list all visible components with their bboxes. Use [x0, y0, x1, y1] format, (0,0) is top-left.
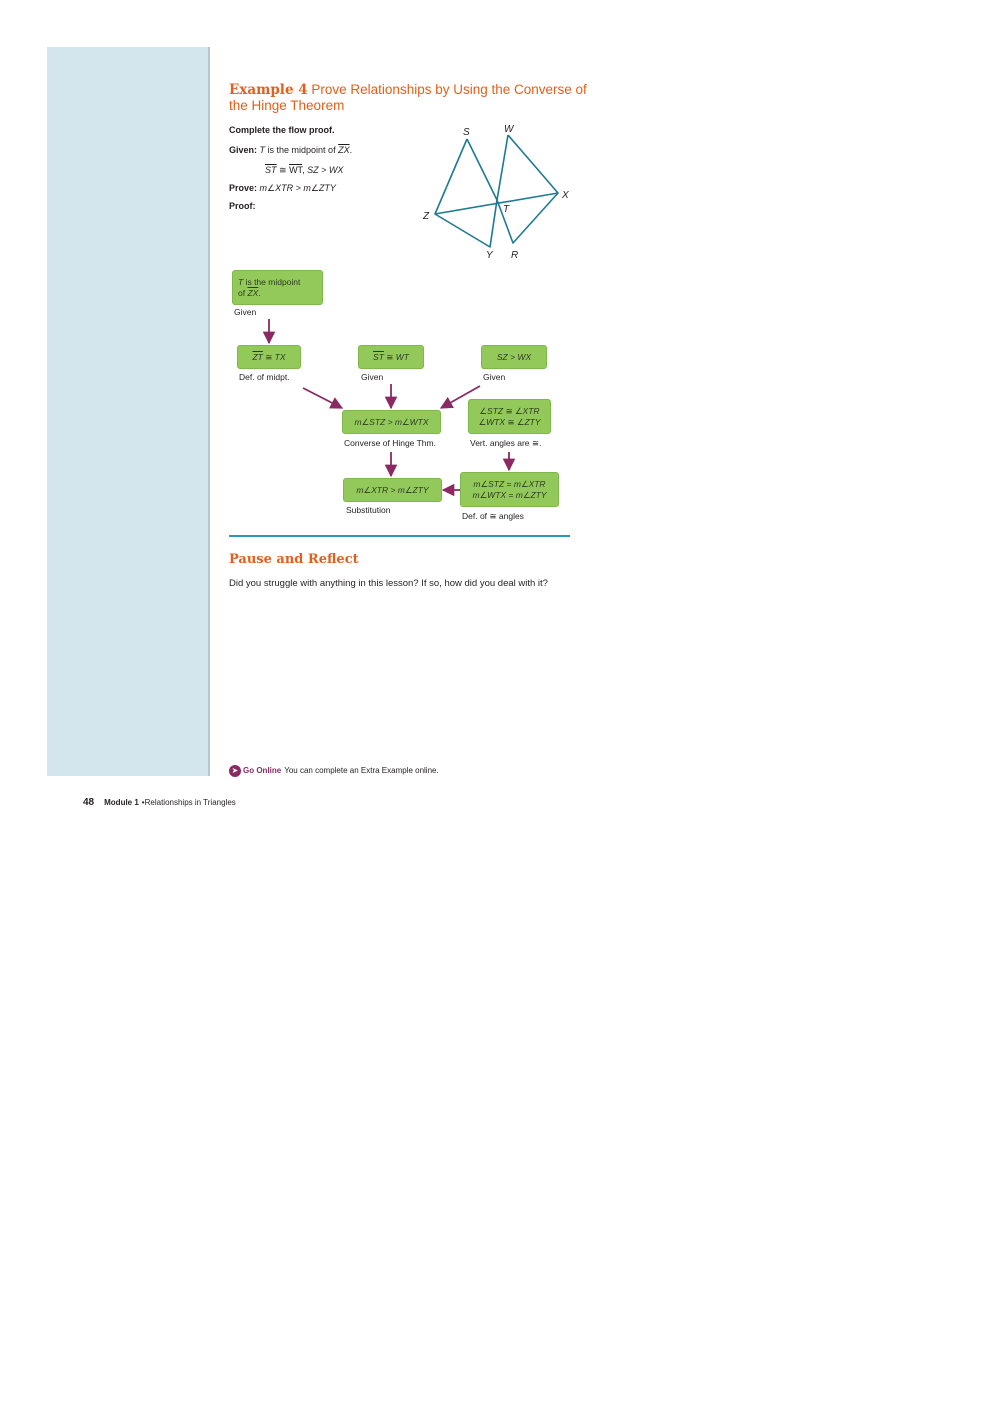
footer-separator: •: [141, 798, 145, 807]
flow-n1-zx: $\overline{ZX}$: [247, 288, 259, 298]
cursor-icon: ➤: [229, 765, 241, 777]
proof-label: Proof:: [229, 201, 256, 211]
flow-n8-line1: m∠STZ = m∠XTR: [473, 478, 546, 489]
label-y: Y: [486, 250, 493, 261]
label-w: W: [504, 124, 514, 135]
flow-n1-of: of: [238, 288, 248, 298]
reason-substitution: Substitution: [346, 505, 391, 515]
arrow-n2-n5: [303, 388, 342, 408]
reason-def-midpt: Def. of midpt.: [239, 372, 290, 382]
example-title: Prove Relationships by Using the Converse of the Hinge Theorem: [229, 82, 587, 113]
given-segment-wt: $\overline{WT}$: [289, 165, 303, 175]
given-segment-zx: $\overline{ZX}$: [338, 145, 350, 155]
prove-label: Prove:: [229, 183, 258, 193]
given-sz-wx: SZ > WX: [307, 165, 344, 175]
flow-box-vertical-angles: [468, 399, 551, 434]
reason-given-3: Given: [483, 372, 506, 382]
flow-box-sz-wx: SZ > WX: [481, 345, 547, 369]
intro-text: Complete the flow proof.: [229, 125, 335, 135]
module-title: Relationships in Triangles: [144, 798, 236, 807]
flow-n6-line2: ∠WTX ≅ ∠ZTY: [478, 416, 541, 427]
section-divider: [229, 535, 570, 537]
given-midpoint-text: is the midpoint of: [265, 145, 339, 155]
prove-statement: m∠XTR > m∠ZTY: [259, 183, 336, 193]
reason-vert-angles: Vert. angles are ≅.: [470, 438, 542, 448]
flow-box-conclusion: m∠XTR > m∠ZTY: [343, 478, 442, 502]
flow-n8-line2: m∠WTX = m∠ZTY: [472, 489, 547, 500]
flow-n1-period: .: [258, 288, 261, 298]
go-online-note[interactable]: [229, 765, 439, 777]
label-s: S: [463, 127, 470, 138]
reason-given-1: Given: [234, 307, 257, 317]
page-footer: [83, 797, 236, 808]
reason-def-congruent-angles: Def. of ≅ angles: [462, 511, 524, 521]
label-t: T: [503, 204, 510, 215]
given-comma: ,: [302, 165, 308, 175]
flow-box-zt-tx: [237, 345, 301, 369]
module-label: Module 1: [104, 798, 139, 807]
given-segment-st: $\overline{ST}$: [265, 165, 277, 175]
pause-reflect-prompt: Did you struggle with anything in this lesson? If so, how did you deal with it?: [229, 578, 548, 589]
flow-n2-rest: ≅ TX: [262, 351, 286, 362]
given-period: .: [349, 145, 353, 155]
example-number: Example 4: [229, 82, 308, 98]
label-r: R: [511, 250, 519, 261]
flow-n3-rest: ≅ WT: [383, 351, 409, 362]
flow-n2-zt: $\overline{ZT}$: [252, 351, 263, 362]
go-online-label[interactable]: Go Online: [243, 766, 282, 775]
reason-given-2: Given: [361, 372, 384, 382]
flow-box-hinge: m∠STZ > m∠WTX: [342, 410, 441, 434]
pause-reflect-heading: Pause and Reflect: [229, 552, 359, 567]
given-congruent: ≅: [276, 165, 290, 175]
flow-box-st-wt: [358, 345, 424, 369]
flow-box-equal-measures: [460, 472, 559, 507]
label-z: Z: [423, 211, 430, 222]
flow-n3-st: $\overline{ST}$: [373, 351, 384, 362]
flow-box-midpoint: [232, 270, 323, 305]
flow-n1-text: is the midpoint: [243, 277, 301, 287]
reason-converse-hinge: Converse of Hinge Thm.: [344, 438, 436, 448]
given-t: T: [259, 145, 266, 155]
flow-n1-t: T: [238, 277, 244, 287]
given-label: Given:: [229, 145, 258, 155]
flow-n6-line1: ∠STZ ≅ ∠XTR: [479, 405, 540, 416]
page-number: 48: [83, 797, 95, 808]
label-x: X: [562, 190, 569, 201]
go-online-text: You can complete an Extra Example online.: [284, 766, 439, 775]
